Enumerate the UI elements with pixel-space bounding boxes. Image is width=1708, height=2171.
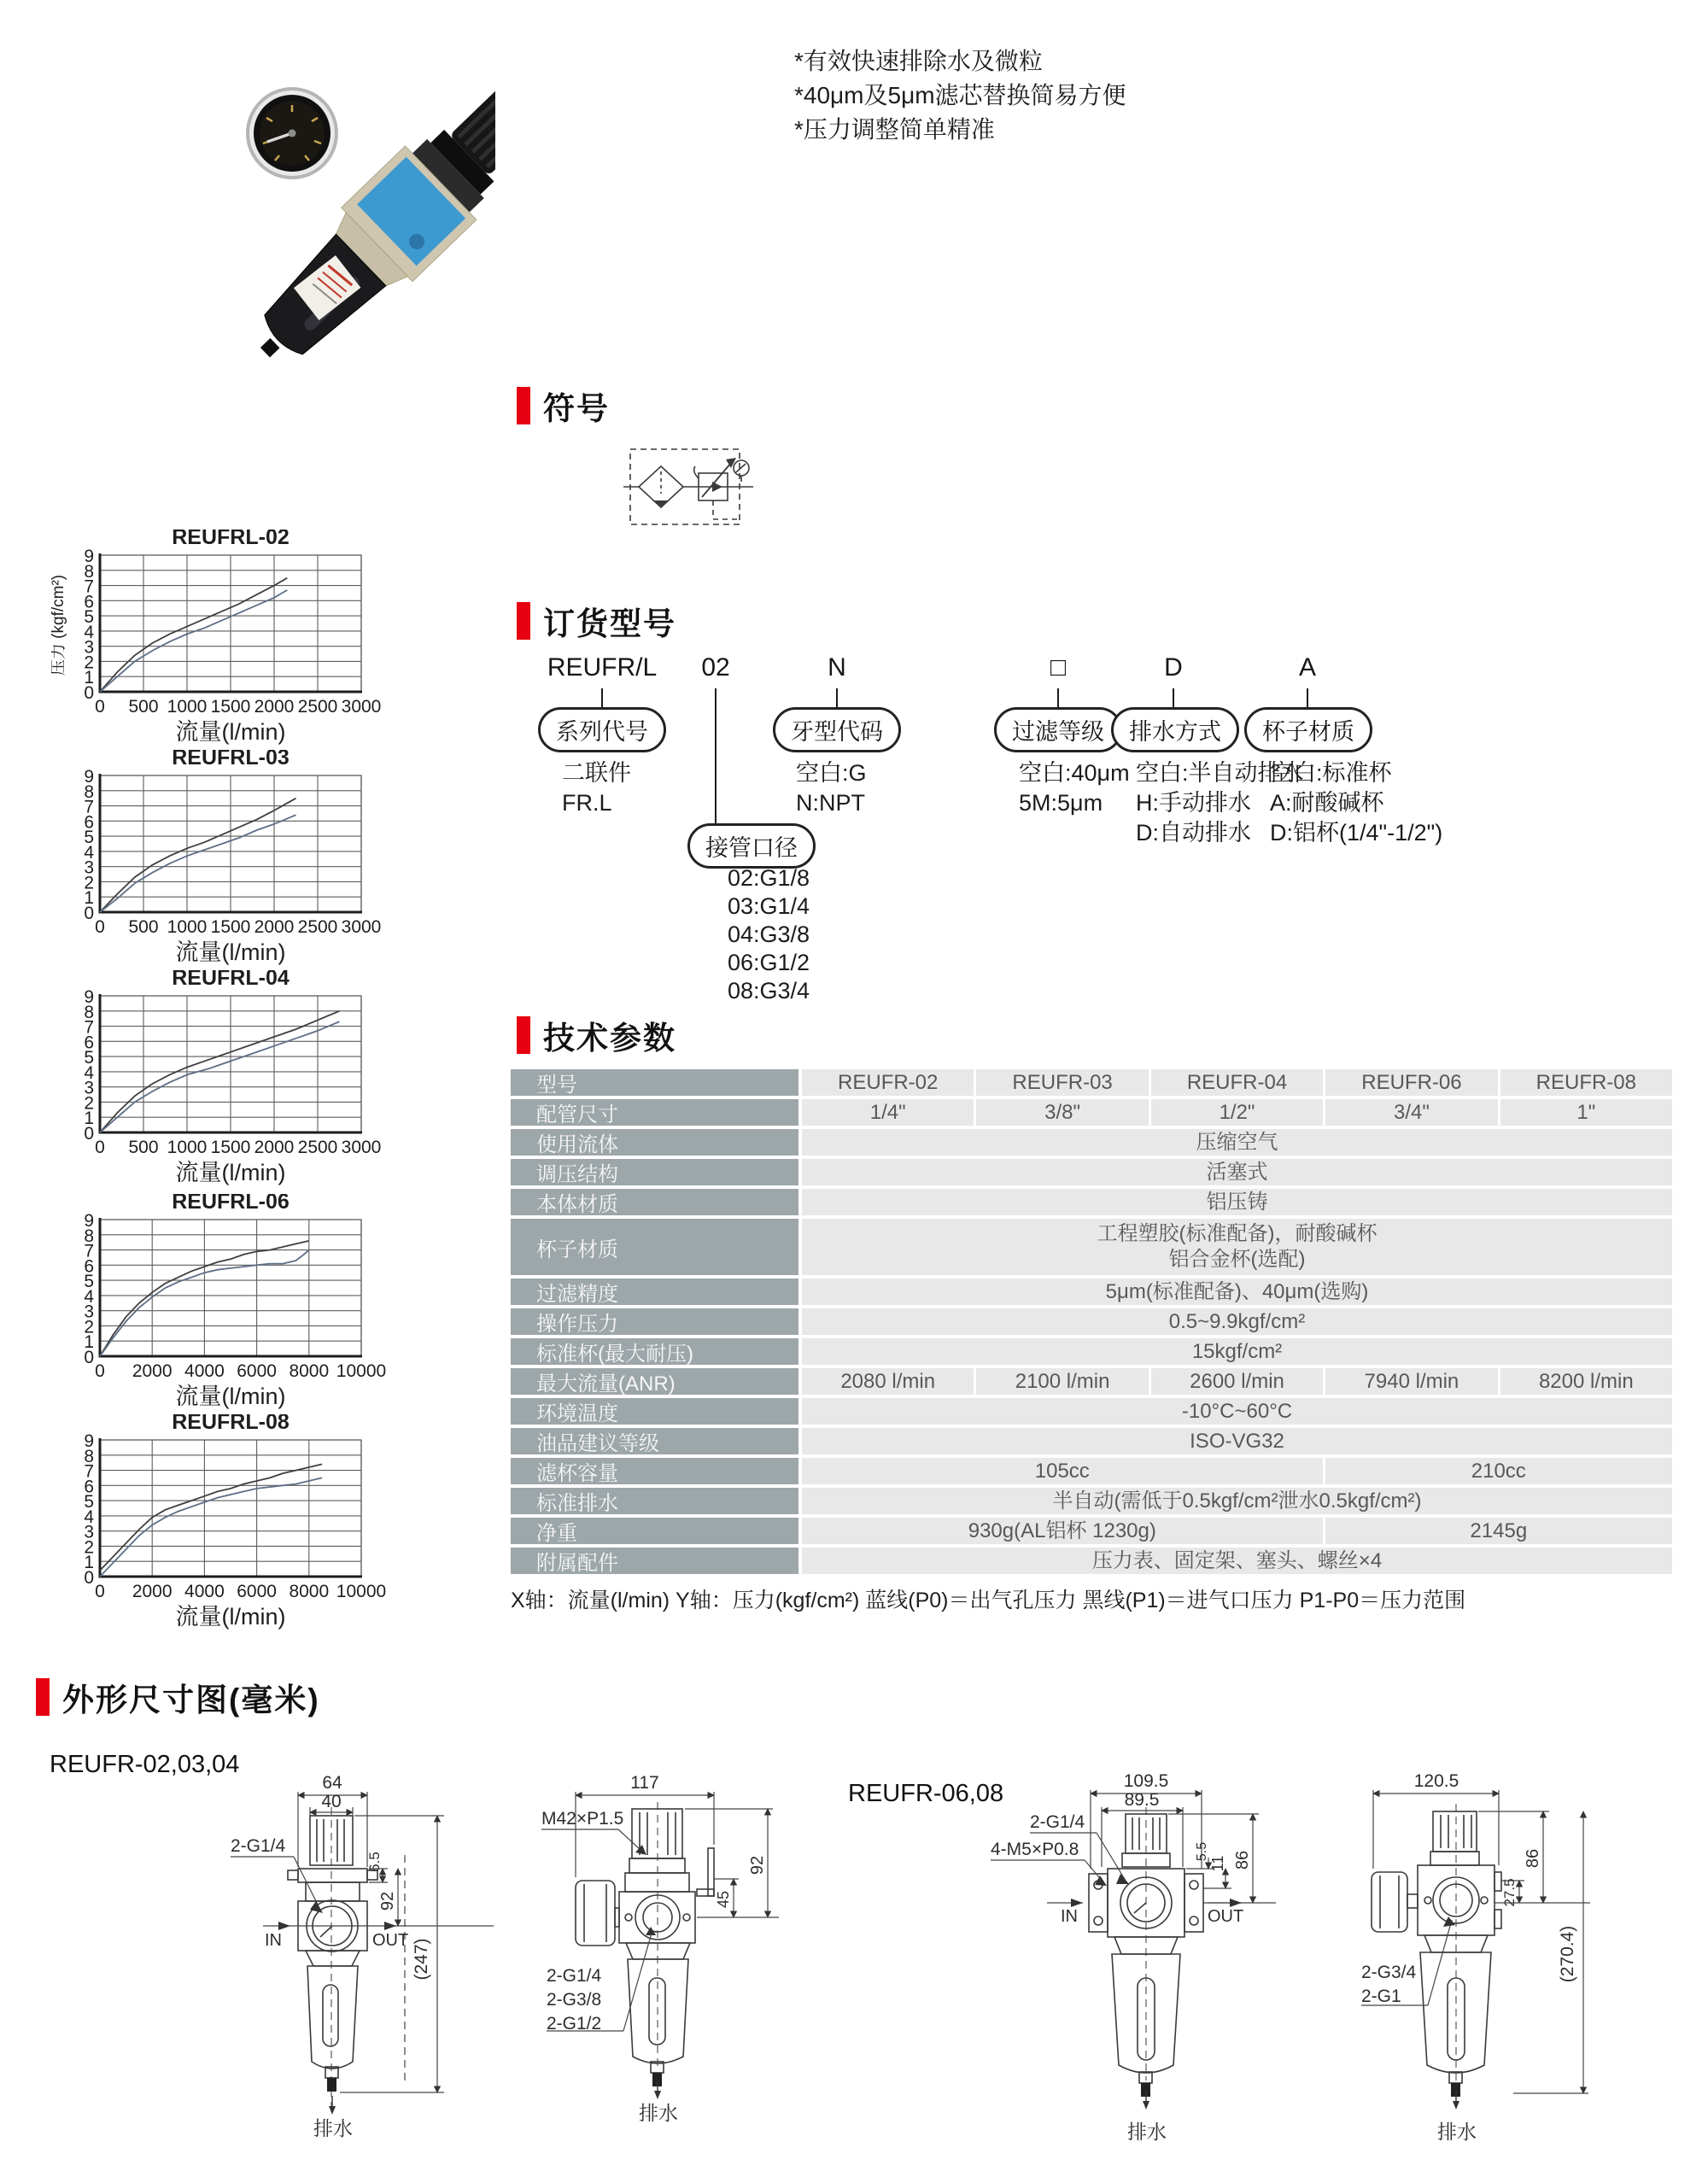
spec-values: [802, 1368, 1672, 1395]
chart-text: REUFRL-02: [172, 530, 290, 549]
dim-92: 92: [378, 1891, 397, 1911]
chart-text: 9: [84, 767, 94, 787]
chart-text: 2500: [297, 697, 338, 717]
chart-text: 10000: [336, 1361, 387, 1381]
spec-label: 型号: [511, 1069, 798, 1096]
spec-values: [802, 1129, 1672, 1156]
chart-text: 8: [84, 561, 94, 582]
chart-REUFRL-03: [51, 750, 418, 965]
spec-cell: ISO-VG32: [802, 1428, 1672, 1454]
spec-cell: 工程塑胶(标准配备)，耐酸碱杯 铝合金杯(选配): [802, 1219, 1672, 1275]
section-symbol: [517, 383, 610, 429]
chart-text: 2000: [254, 1138, 295, 1157]
spec-cell: 1": [1500, 1099, 1672, 1126]
spec-row: [511, 1219, 1672, 1275]
chart-text: 7: [84, 1241, 94, 1261]
chart-text: 流量(l/min): [175, 1384, 286, 1409]
chart-text: 7: [84, 1017, 94, 1038]
chart-text: 1: [84, 1109, 94, 1129]
dim-247: (247): [412, 1938, 431, 1981]
ordering-option: H:手动排水: [1136, 790, 1251, 816]
spec-cell: 2100 l/min: [976, 1368, 1148, 1395]
chart-text: 2000: [254, 917, 295, 937]
chart-text: 2500: [297, 1138, 338, 1157]
chart-text: 1000: [167, 697, 208, 717]
spec-row: [511, 1308, 1672, 1335]
chart-text: 2: [84, 652, 94, 673]
spec-cell: 2600 l/min: [1151, 1368, 1323, 1395]
chart-text: 9: [84, 1211, 94, 1231]
spec-row: [511, 1488, 1672, 1514]
dim-27-5: 27.5: [1501, 1878, 1518, 1907]
chart-text: 2000: [254, 697, 295, 717]
chart-text: 0: [95, 697, 105, 717]
tag-series: 系列代号: [538, 707, 666, 752]
chart-text: 1500: [210, 697, 251, 717]
spec-values: [802, 1219, 1672, 1275]
pneumatic-symbol: [623, 444, 760, 533]
red-accent-bar: [517, 602, 530, 640]
section-title: 外形尺寸图(毫米): [62, 1682, 320, 1717]
chart-text: REUFRL-04: [172, 970, 290, 990]
dim-5-5: 5.5: [1195, 1841, 1209, 1862]
dim-port-2: 2-G3/8: [547, 1990, 602, 2010]
connector-line: [1307, 688, 1308, 709]
spec-cell: 15kgf/cm²: [802, 1338, 1672, 1365]
dim-in: IN: [1061, 1907, 1078, 1926]
chart-text: 1: [84, 668, 94, 688]
dim-89-5: 89.5: [1124, 1790, 1160, 1810]
spec-row: [511, 1518, 1672, 1544]
chart-series: [100, 578, 287, 692]
spec-cell: REUFR-06: [1325, 1069, 1497, 1096]
ordering-option: 5M:5μm: [1019, 790, 1103, 816]
chart-text: 5: [84, 1492, 94, 1513]
dim-40: 40: [321, 1792, 342, 1811]
connector-line: [1173, 688, 1174, 709]
spec-cell: REUFR-02: [802, 1069, 974, 1096]
code-filtration: □: [1050, 653, 1067, 682]
chart-text: 7: [84, 1461, 94, 1482]
chart-text: 流量(l/min): [175, 939, 286, 965]
spec-cell: REUFR-04: [1151, 1069, 1323, 1096]
chart-svg: [51, 530, 418, 745]
chart-text: 500: [128, 697, 159, 717]
section-title: 订货型号: [543, 606, 676, 641]
dim-port-1: 2-G3/4: [1361, 1963, 1417, 1982]
chart-text: 10000: [336, 1582, 387, 1601]
feature-item: *有效快速排除水及微粒: [794, 48, 1043, 74]
chart-text: 6: [84, 1477, 94, 1497]
chart-text: 4000: [184, 1361, 225, 1381]
spec-cell: 105cc: [802, 1458, 1323, 1484]
chart-text: 2000: [132, 1582, 173, 1601]
red-accent-bar: [36, 1678, 50, 1716]
chart-text: 3: [84, 1078, 94, 1098]
spec-cell: 半自动(需低于0.5kgf/cm²泄水0.5kgf/cm²): [802, 1488, 1672, 1514]
ordering-option: 03:G1/4: [728, 893, 810, 919]
chart-text: 1000: [167, 1138, 208, 1157]
chart-REUFRL-08: [51, 1414, 418, 1630]
spec-cell: 2080 l/min: [802, 1368, 974, 1395]
chart-text: 9: [84, 987, 94, 1007]
chart-text: 3: [84, 1302, 94, 1322]
chart-REUFRL-02: [51, 530, 418, 745]
tag-cup: 杯子材质: [1244, 707, 1372, 752]
spec-label: 附属配件: [511, 1548, 798, 1574]
chart-text: 4: [84, 842, 94, 863]
spec-label: 过滤精度: [511, 1279, 798, 1305]
section-specs: [517, 1012, 676, 1058]
dim-in: IN: [265, 1931, 282, 1950]
chart-text: 8: [84, 1446, 94, 1466]
dim-109-5: 109.5: [1123, 1771, 1169, 1791]
chart-text: 5: [84, 1048, 94, 1068]
drawing-large-side: [1317, 1773, 1705, 2171]
chart-text: 6000: [237, 1582, 277, 1601]
ordering-option: 04:G3/8: [728, 922, 810, 947]
chart-text: 0: [84, 1124, 94, 1144]
connector-line: [601, 688, 603, 709]
ordering-option: D:铝杯(1/4"-1/2"): [1270, 820, 1443, 846]
code-size: 02: [701, 653, 730, 682]
options-series: [562, 758, 631, 818]
spec-cell: 1/4": [802, 1099, 974, 1126]
spec-values: [802, 1398, 1672, 1425]
spec-cell: 7940 l/min: [1325, 1368, 1497, 1395]
spec-values: [802, 1458, 1672, 1484]
chart-text: 6: [84, 1033, 94, 1053]
chart-text: REUFRL-08: [172, 1414, 290, 1434]
section-dimensions: [36, 1674, 320, 1720]
spec-row: [511, 1189, 1672, 1215]
tag-size: 接管口径: [687, 823, 816, 869]
dim-port-1: 2-G1/4: [547, 1966, 602, 1986]
drawing-small-front: [212, 1773, 536, 2171]
spec-row: [511, 1338, 1672, 1365]
chart-text: 9: [84, 1431, 94, 1451]
feature-item: *压力调整简单精准: [794, 116, 995, 143]
spec-values: [802, 1189, 1672, 1215]
spec-values: [802, 1428, 1672, 1454]
spec-label: 环境温度: [511, 1398, 798, 1425]
section-ordering: [517, 598, 676, 644]
dim-drain: 排水: [1127, 2121, 1167, 2143]
chart-text: 2: [84, 1537, 94, 1558]
ordering-option: D:自动排水: [1136, 820, 1251, 846]
spec-cell: REUFR-03: [976, 1069, 1148, 1096]
dim-out: OUT: [372, 1931, 409, 1950]
dim-92: 92: [748, 1855, 767, 1875]
connector-line: [836, 688, 838, 709]
dim-port-2: 2-G1: [1361, 1987, 1401, 2006]
chart-svg: [51, 750, 418, 965]
chart-svg: [51, 970, 418, 1185]
chart-text: 流量(l/min): [175, 1604, 286, 1630]
chart-text: 6: [84, 1256, 94, 1277]
ordering-option: 08:G3/4: [728, 978, 810, 1004]
chart-text: 4: [84, 1286, 94, 1307]
dim-screws: 4-M5×P0.8: [991, 1840, 1079, 1859]
spec-values: [802, 1069, 1672, 1096]
product-photo: [128, 24, 495, 391]
chart-text: 6: [84, 592, 94, 612]
spec-label: 使用流体: [511, 1129, 798, 1156]
spec-values: [802, 1548, 1672, 1574]
spec-cell: 5μm(标准配备)、40μm(选购): [802, 1279, 1672, 1305]
dim-drain: 排水: [639, 2102, 678, 2124]
chart-svg: [51, 1414, 418, 1630]
ordering-option: 空白:40μm: [1019, 760, 1130, 786]
spec-cell: 930g(AL铝杯 1230g): [802, 1518, 1323, 1544]
chart-text: 8: [84, 1226, 94, 1246]
code-cup: A: [1298, 653, 1316, 682]
red-accent-bar: [517, 1016, 530, 1054]
chart-text: 3: [84, 1522, 94, 1542]
options-filtration: [1019, 758, 1130, 818]
chart-text: 0: [95, 917, 105, 937]
spec-label: 净重: [511, 1518, 798, 1544]
spec-values: [802, 1279, 1672, 1305]
tag-thread: 牙型代码: [773, 707, 901, 752]
ordering-option: FR.L: [562, 790, 612, 816]
spec-values: [802, 1488, 1672, 1514]
spec-row: [511, 1368, 1672, 1395]
spec-label: 调压结构: [511, 1159, 798, 1185]
dim-11: 11: [1209, 1855, 1226, 1872]
chart-text: REUFRL-03: [172, 750, 290, 770]
chart-text: 4: [84, 1507, 94, 1527]
spec-row: [511, 1279, 1672, 1305]
chart-text: 1: [84, 1332, 94, 1353]
chart-text: 9: [84, 547, 94, 566]
options-cup: [1270, 758, 1442, 848]
chart-text: 0: [95, 1582, 105, 1601]
ordering-option: A:耐酸碱杯: [1270, 790, 1384, 816]
chart-text: 2000: [132, 1361, 173, 1381]
chart-text: 1: [84, 888, 94, 909]
chart-REUFRL-04: [51, 970, 418, 1185]
chart-text: 2: [84, 873, 94, 893]
spec-row: [511, 1099, 1672, 1126]
connector-line: [1057, 688, 1059, 709]
chart-text: 500: [128, 917, 159, 937]
tag-filtration: 过滤等级: [994, 707, 1122, 752]
dim-86: 86: [1233, 1850, 1252, 1870]
chart-text: 0: [84, 1568, 94, 1588]
dim-drain: 排水: [1437, 2121, 1477, 2143]
dim-port: 2-G1/4: [1030, 1812, 1085, 1832]
spec-cell: REUFR-08: [1500, 1069, 1672, 1096]
chart-text: 3: [84, 857, 94, 878]
spec-row: [511, 1458, 1672, 1484]
ordering-option: 空白:G: [796, 760, 867, 786]
dim-64: 64: [322, 1773, 342, 1793]
chart-text: 500: [128, 1138, 159, 1157]
spec-cell: 3/8": [976, 1099, 1148, 1126]
dim-117: 117: [630, 1773, 659, 1793]
chart-text: 3000: [341, 697, 382, 717]
spec-row: [511, 1428, 1672, 1454]
code-drain: D: [1164, 653, 1183, 682]
spec-row: [511, 1398, 1672, 1425]
spec-cell: -10°C~60°C: [802, 1398, 1672, 1425]
chart-series: [100, 1464, 322, 1571]
chart-series: [100, 815, 296, 912]
chart-text: 8000: [289, 1582, 330, 1601]
dim-port: 2-G1/4: [231, 1836, 286, 1856]
dim-group-large-label: REUFR-06,08: [848, 1780, 1004, 1807]
chart-text: 7: [84, 576, 94, 597]
feature-item: *40μm及5μm滤芯替换简易方便: [794, 82, 1126, 108]
pressure-gauge: [248, 89, 336, 178]
spec-cell: 210cc: [1325, 1458, 1672, 1484]
tag-drain: 排水方式: [1111, 707, 1239, 752]
red-accent-bar: [517, 387, 530, 424]
chart-text: 0: [84, 904, 94, 923]
spec-cell: 压缩空气: [802, 1129, 1672, 1156]
chart-text: 5: [84, 1272, 94, 1292]
chart-text: 3000: [341, 917, 382, 937]
feature-list: [794, 44, 1126, 147]
ordering-option: 空白:标准杯: [1270, 760, 1392, 786]
spec-label: 油品建议等级: [511, 1428, 798, 1454]
spec-values: [802, 1159, 1672, 1185]
code-thread: N: [828, 653, 846, 682]
chart-text: 1: [84, 1553, 94, 1573]
specs-table: [511, 1069, 1672, 1577]
spec-cell: 2145g: [1325, 1518, 1672, 1544]
chart-text: 流量(l/min): [175, 719, 286, 745]
spec-label: 标准排水: [511, 1488, 798, 1514]
chart-text: 3: [84, 637, 94, 658]
spec-label: 最大流量(ANR): [511, 1368, 798, 1395]
chart-text: 6: [84, 812, 94, 833]
drawing-small-side: [523, 1773, 804, 2171]
chart-text: 2: [84, 1093, 94, 1114]
spec-values: [802, 1099, 1672, 1126]
ordering-option: 空白:半自动排水: [1136, 760, 1304, 786]
chart-text: 8: [84, 781, 94, 802]
chart-text: 1500: [210, 917, 251, 937]
spec-cell: 3/4": [1325, 1099, 1497, 1126]
chart-text: 3000: [341, 1138, 382, 1157]
spec-label: 操作压力: [511, 1308, 798, 1335]
section-title: 技术参数: [543, 1021, 676, 1056]
chart-series: [100, 1021, 340, 1132]
chart-text: 流量(l/min): [175, 1160, 286, 1185]
chart-text: 6000: [237, 1361, 277, 1381]
drawing-large-front: [958, 1773, 1300, 2171]
ordering-option: N:NPT: [796, 790, 865, 816]
chart-text: 7: [84, 797, 94, 817]
dim-thread: M42×P1.5: [541, 1809, 624, 1829]
spec-cell: 活塞式: [802, 1159, 1672, 1185]
ordering-option: 06:G1/2: [728, 950, 810, 975]
chart-series: [100, 799, 296, 912]
spec-row: [511, 1159, 1672, 1185]
chart-text: 4000: [184, 1582, 225, 1601]
dim-6-5: 6.5: [366, 1852, 383, 1872]
dim-45: 45: [715, 1890, 732, 1909]
spec-cell: 8200 l/min: [1500, 1368, 1672, 1395]
dim-120-5: 120.5: [1413, 1771, 1459, 1791]
chart-text: 4: [84, 1062, 94, 1083]
chart-text: 8: [84, 1002, 94, 1022]
spec-label: 本体材质: [511, 1189, 798, 1215]
code-series: REUFR/L: [547, 653, 658, 682]
chart-text: 1000: [167, 917, 208, 937]
section-title: 符号: [543, 391, 610, 426]
spec-values: [802, 1518, 1672, 1544]
dim-270-4: (270.4): [1558, 1925, 1577, 1983]
spec-values: [802, 1308, 1672, 1335]
dim-group-small-label: REUFR-02,03,04: [50, 1751, 240, 1778]
spec-row: [511, 1069, 1672, 1096]
dim-out: OUT: [1208, 1907, 1244, 1926]
spec-cell: 铝压铸: [802, 1189, 1672, 1215]
chart-text: 2500: [297, 917, 338, 937]
chart-REUFRL-06: [51, 1194, 418, 1409]
spec-row: [511, 1548, 1672, 1574]
connector-line: [715, 688, 717, 825]
dim-drain: 排水: [313, 2117, 353, 2139]
ordering-option: 02:G1/8: [728, 865, 810, 891]
chart-text: 0: [84, 1348, 94, 1367]
options-size: [728, 864, 810, 1005]
chart-text: 1500: [210, 1138, 251, 1157]
spec-row: [511, 1129, 1672, 1156]
chart-text: 0: [84, 683, 94, 703]
chart-text: 5: [84, 828, 94, 848]
spec-label: 杯子材质: [511, 1219, 798, 1275]
spec-cell: 0.5~9.9kgf/cm²: [802, 1308, 1672, 1335]
chart-text: 压力 (kgf/cm²): [51, 574, 67, 676]
dim-86: 86: [1524, 1848, 1542, 1869]
chart-text: 0: [95, 1138, 105, 1157]
chart-text: REUFRL-06: [172, 1194, 290, 1214]
spec-label: 配管尺寸: [511, 1099, 798, 1126]
options-thread: [796, 758, 867, 818]
chart-text: 4: [84, 622, 94, 642]
chart-text: 5: [84, 607, 94, 628]
ordering-option: 二联件: [562, 760, 631, 786]
chart-text: 8000: [289, 1361, 330, 1381]
chart-note: X轴：流量(l/min) Y轴：压力(kgf/cm²) 蓝线(P0)＝出气孔压力 黑线(P1)＝进气口压力 P1-P0＝压力范围: [511, 1589, 1466, 1612]
spec-label: 滤杯容量: [511, 1458, 798, 1484]
spec-cell: 压力表、固定架、塞头、螺丝×4: [802, 1548, 1672, 1574]
chart-text: 2: [84, 1317, 94, 1337]
spec-cell: 1/2": [1151, 1099, 1323, 1126]
chart-text: 0: [95, 1361, 105, 1381]
spec-values: [802, 1338, 1672, 1365]
spec-label: 标准杯(最大耐压): [511, 1338, 798, 1365]
chart-svg: [51, 1194, 418, 1409]
dim-port-3: 2-G1/2: [547, 2014, 602, 2033]
